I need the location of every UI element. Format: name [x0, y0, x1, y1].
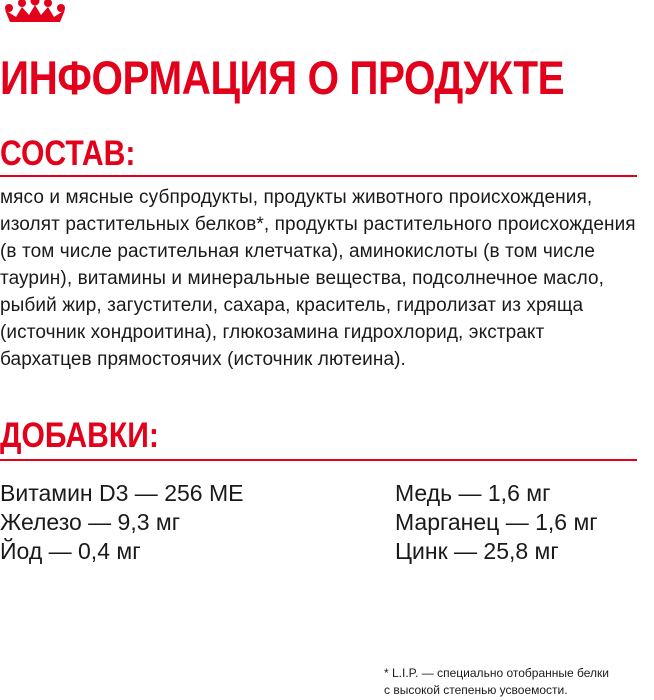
additives-list [0, 476, 654, 572]
additives-heading: ДОБАВКИ: [0, 416, 159, 455]
composition-heading: СОСТАВ: [0, 134, 136, 173]
additive-item: Железо — 9,3 мг [0, 509, 181, 535]
footnote-line-1: * L.I.P. — специально отобранные белки [384, 666, 609, 680]
additive-item: Витамин D3 — 256 МЕ [0, 480, 244, 506]
crown-icon [2, 0, 68, 22]
footnote-line-2: с высокой степенью усвоемости. [384, 683, 568, 697]
additive-item: Йод — 0,4 мг [0, 538, 141, 564]
brand-logo [2, 0, 68, 22]
additive-item: Марганец — 1,6 мг [395, 509, 598, 535]
composition-divider [0, 175, 637, 177]
additives-divider [0, 459, 637, 461]
footnote [384, 665, 644, 699]
additive-item: Медь — 1,6 мг [395, 480, 551, 506]
composition-text: мясо и мясные субпродукты, продукты животного происхождения, изолят растительных белков*, продукты растительного происхождения (в том числе растительная клетчатка), аминокислоты (в том числе таурин), витамины и минеральные вещества, подсолнечное масло, рыбий жир, загустители, сахара, краситель, гидролизат из хряща (источник хондроитина), глюкозамина гидрохлорид, экстракт бархатцев прямостоячих (источник лютеина). [0, 187, 636, 370]
additive-item: Цинк — 25,8 мг [395, 538, 559, 564]
page-title: ИНФОРМАЦИЯ О ПРОДУКТЕ [0, 51, 565, 104]
